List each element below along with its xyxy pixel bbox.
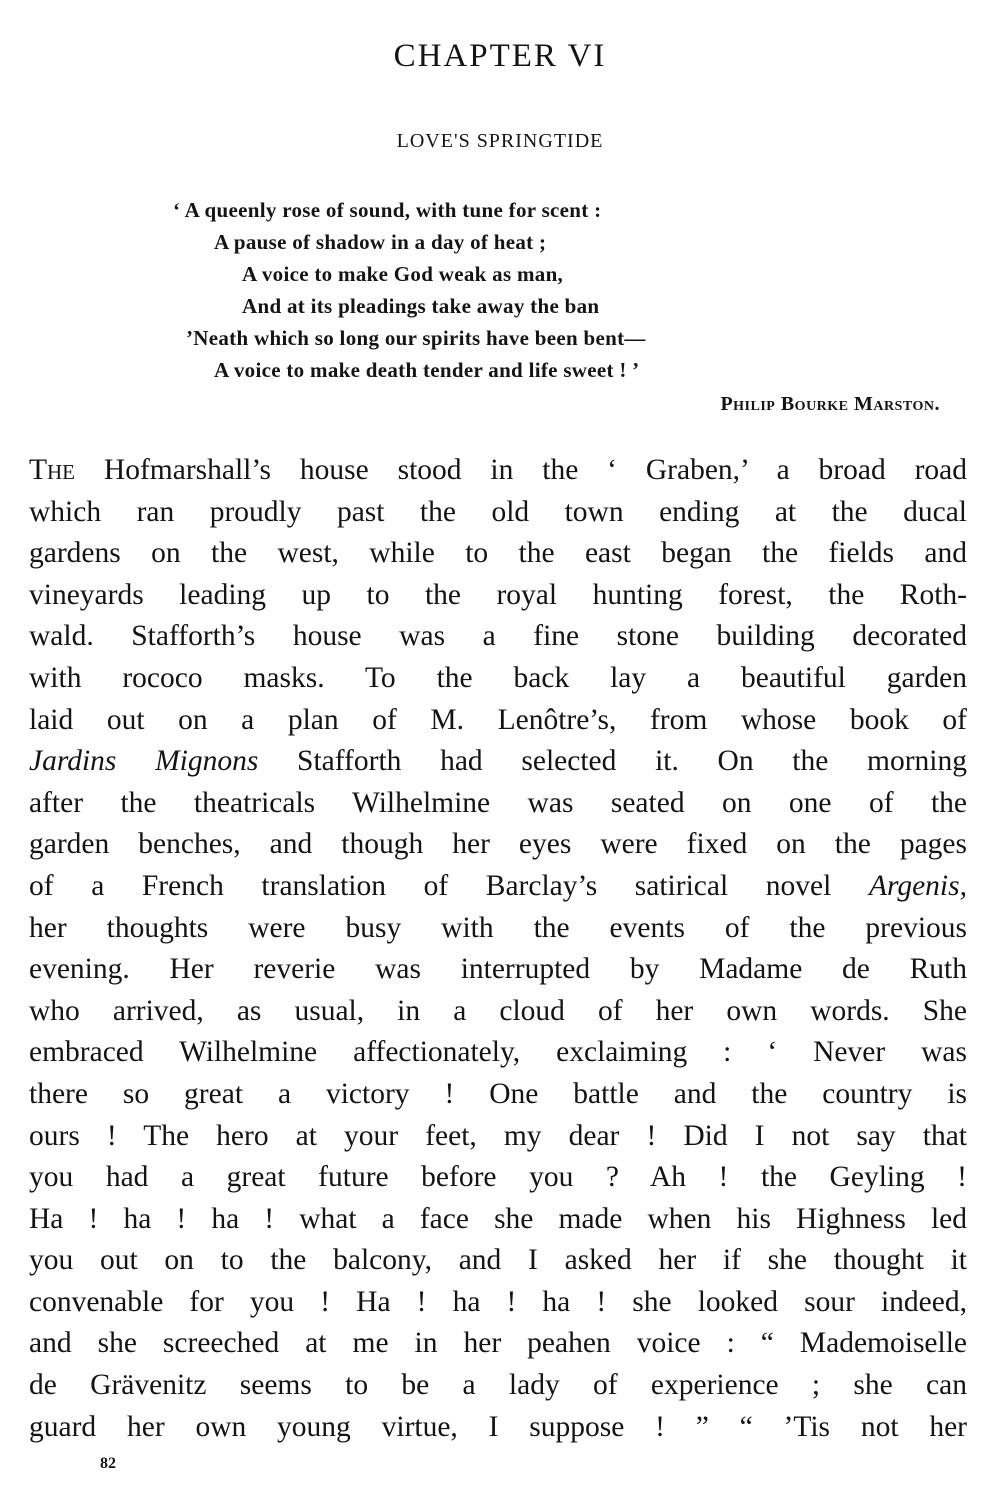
text-line: gardens on the west, while to the east began the fields and (29, 537, 967, 570)
text-line: embraced Wilhelmine affectionately, exclaiming : ‘ Never was (29, 1036, 967, 1069)
text-line (29, 866, 967, 908)
text-line: vineyards leading up to the royal hunting forest, the Roth- (29, 578, 967, 611)
epigraph-line: ‘ A queenly rose of sound, with tune for scent : (173, 198, 602, 222)
body-text (29, 450, 967, 1448)
epigraph-line: ’Neath which so long our spirits have been bent— (186, 326, 646, 350)
epigraph-line: A pause of shadow in a day of heat ; (214, 230, 547, 254)
chapter-title: CHAPTER VI (393, 38, 607, 74)
text-line: her thoughts were busy with the events of the previous (29, 911, 967, 944)
text-line: who arrived, as usual, in a cloud of her own words. She (29, 994, 967, 1027)
text-line: evening. Her reverie was interrupted by Madame de Ruth (29, 953, 967, 986)
text-line: ours ! The hero at your feet, my dear ! Did I not say that (29, 1119, 967, 1152)
text-line (29, 450, 967, 492)
epigraph-attribution: Philip Bourke Marston. (720, 393, 940, 415)
text-line: after the theatricals Wilhelmine was seated on one of the (29, 786, 967, 819)
text-line: with rococo masks. To the back lay a beautiful garden (29, 661, 967, 694)
text-line: convenable for you ! Ha ! ha ! ha ! she looked sour indeed, (29, 1285, 967, 1318)
text-line: wald. Stafforth’s house was a fine stone building decorated (29, 620, 967, 653)
text-line: you had a great future before you ? Ah ! the Geyling ! (29, 1161, 967, 1194)
epigraph-line: A voice to make God weak as man, (242, 262, 564, 286)
italic-title: Argenis, (868, 869, 967, 902)
text-line: you out on to the balcony, and I asked her if she thought it (29, 1244, 967, 1277)
text-line: laid out on a plan of M. Lenôtre’s, from whose book of (29, 703, 967, 736)
text-line-rest: Stafforth had selected it. On the morning (258, 745, 968, 778)
text-line-start: of a French translation of Barclay’s satirical novel (29, 869, 869, 902)
page-number: 82 (100, 1455, 116, 1472)
text-line: de Grävenitz seems to be a lady of experience ; she can (29, 1369, 967, 1402)
chapter-subtitle: LOVE'S SPRINGTIDE (396, 130, 604, 152)
dropcap-word: The (29, 454, 76, 486)
text-line (29, 741, 967, 783)
epigraph-line: A voice to make death tender and life sweet ! ’ (214, 358, 640, 382)
epigraph-line: And at its pleadings take away the ban (242, 294, 600, 318)
text-line: guard her own young virtue, I suppose ! ” “ ’Tis not her (29, 1410, 967, 1443)
text-line-rest: Hofmarshall’s house stood in the ‘ Graben,’ a broad road (103, 454, 968, 486)
text-line: and she screeched at me in her peahen voice : “ Mademoiselle (29, 1327, 967, 1360)
text-line: which ran proudly past the old town ending at the ducal (29, 495, 967, 528)
italic-title: Jardins Mignons (29, 745, 259, 778)
text-line: garden benches, and though her eyes were fixed on the pages (29, 828, 967, 861)
text-line: there so great a victory ! One battle and the country is (29, 1077, 967, 1110)
text-line: Ha ! ha ! ha ! what a face she made when his Highness led (29, 1202, 967, 1235)
